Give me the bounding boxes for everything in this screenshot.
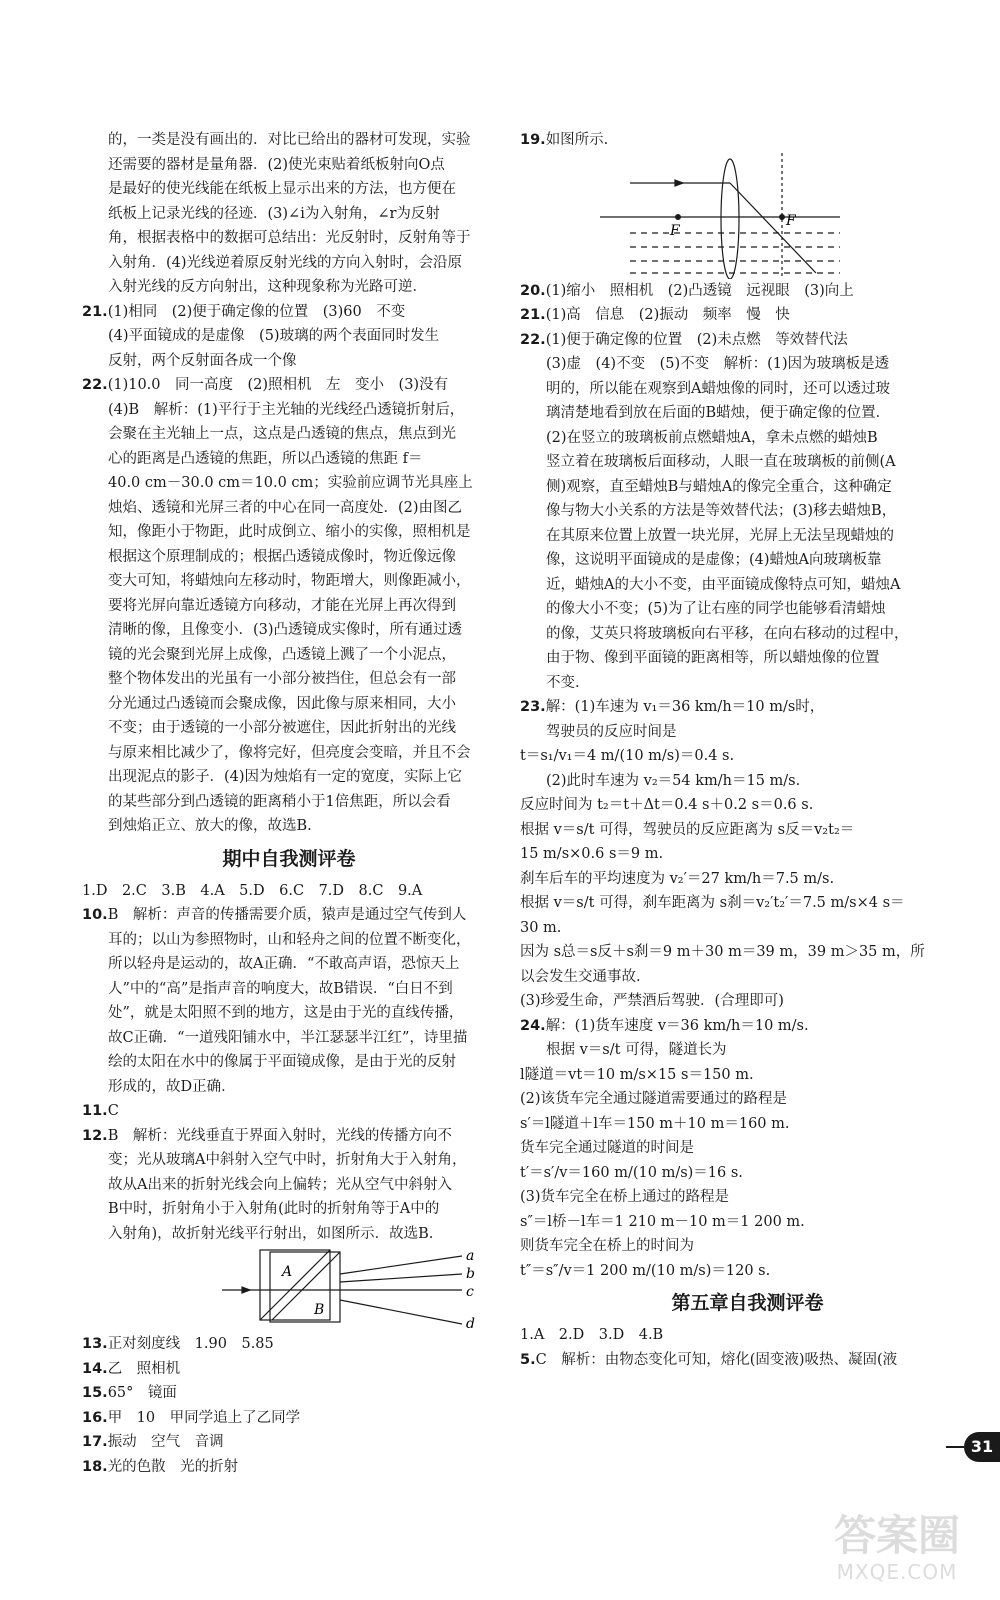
text-line: (3)货车完全在桥上通过的路程是: [520, 1189, 730, 1205]
question-14: [82, 1357, 496, 1382]
text-line: 耳的；以山为参照物时，山和轻舟之间的位置不断变化，: [108, 931, 471, 948]
question-23: [520, 695, 975, 1014]
text-line: 入射角．(4)光线逆着原反射光线的方向入射时，会沿原: [108, 254, 463, 271]
answer-text: 乙 照相机: [107, 1360, 181, 1377]
text-line: s′＝l隧道＋l车＝150 m＋10 m＝160 m.: [520, 1115, 790, 1132]
question-number: 13.: [82, 1336, 108, 1352]
text-line: 所以轻舟是运动的，故A正确．“不敢高声语，恐惊天上: [108, 956, 460, 972]
label-B: B: [314, 1302, 325, 1318]
focal-point-right: [779, 214, 785, 220]
text-line: 璃清楚地看到放在后面的B蜡烛，便于确定像的位置．: [546, 405, 891, 421]
question-10: [82, 903, 496, 1099]
answer-text: C 解析：由物态变化可知，熔化(固变液)吸热、凝固(液: [535, 1351, 898, 1368]
ray-d: [340, 1300, 462, 1324]
answer-text: B 解析：光线垂直于界面入射时，光线的传播方向不: [107, 1127, 452, 1144]
question-13: [82, 1332, 496, 1357]
focal-point-left: [675, 214, 681, 220]
text-line: 的像，艾英只将玻璃板向右平移，在向右移动的过程中，: [546, 625, 909, 642]
question-number: 21.: [82, 303, 108, 320]
text-line: 30 m.: [520, 919, 562, 936]
question-number: 12.: [82, 1127, 108, 1144]
label-c: c: [466, 1284, 474, 1300]
text-line: 心的距离是凸透镜的焦距，所以凸透镜的焦距 f＝: [108, 450, 423, 467]
question-number: 17.: [82, 1434, 108, 1450]
text-line: 处”，就是太阳照不到的地方，这是由于光的直线传播，: [108, 1005, 464, 1021]
question-number: 22.: [82, 377, 108, 393]
text-line: 15 m/s×0.6 s＝9 m.: [520, 846, 664, 862]
page-number-rule: [946, 1446, 964, 1448]
answers-1-9: 1.D 2.C 3.B 4.A 5.D 6.C 7.D 8.C 9.A: [82, 882, 423, 899]
text-line: 竖立着在玻璃板后面移动，人眼一直在玻璃板的前侧(A: [546, 454, 896, 470]
answer-text: 65° 镜面: [107, 1385, 177, 1401]
text-line: t′＝s′/v＝160 m/(10 m/s)＝16 s.: [520, 1164, 743, 1181]
text-line: 像与物大小关系的方法是等效替代法；(3)移去蜡烛B，: [546, 503, 897, 519]
section-title-chapter5: 第五章自我测评卷: [671, 1292, 824, 1314]
label-d: d: [466, 1316, 475, 1332]
question-22: [520, 328, 975, 696]
question-21: [82, 300, 496, 374]
question-12: [82, 1124, 496, 1247]
label-A: A: [282, 1264, 293, 1280]
answer-text: 解：(1)车速为 v₁＝36 km/h＝10 m/s时，: [545, 699, 825, 715]
text-line: 根据 v＝s/t 可得，刹车距离为 s刹＝v₂′t₂′＝7.5 m/s×4 s＝: [520, 895, 905, 911]
prism-figure: [82, 1246, 496, 1332]
question-number: 20.: [520, 282, 546, 299]
question-16: [82, 1406, 496, 1431]
text-line: 变大可知，将蜡烛向左移动时，物距增大，则像距减小，: [108, 573, 471, 589]
text-line: 根据 v＝s/t 可得，驾驶员的反应距离为 s反＝v₂t₂＝: [520, 821, 855, 838]
text-line: 会聚在主光轴上一点，这点是凸透镜的焦点，焦点到光: [108, 426, 456, 442]
text-line: 侧)观察，直至蜡烛B与蜡烛A的像完全重合，这种确定: [546, 478, 892, 495]
answer-text: 振动 空气 音调: [107, 1434, 224, 1450]
answers-1-4: 1.A 2.D 3.D 4.B: [520, 1327, 664, 1343]
text-line: 烛焰、透镜和光屏三者的中心在同一高度处．(2)由图乙: [108, 499, 463, 516]
text-line: (3)珍爱生命，严禁酒后驾驶．(合理即可): [520, 993, 784, 1009]
question-5: [520, 1348, 975, 1373]
text-line: 变；光从玻璃A中斜射入空气中时，折射角大于入射角，: [108, 1152, 467, 1168]
question-number: 16.: [82, 1409, 108, 1426]
text-line: 在其原来位置上放置一块光屏，光屏上无法呈现蜡烛的: [546, 527, 894, 544]
question-24: [520, 1014, 975, 1284]
answer-text: 如图所示.: [545, 132, 609, 148]
text-line: t＝s₁/v₁＝4 m/(10 m/s)＝0.4 s.: [520, 748, 735, 764]
text-line: 故从A出来的折射光线会向上偏转；光从空气中斜射入: [108, 1176, 452, 1193]
question-number: 14.: [82, 1360, 108, 1377]
answer-text: (1)便于确定像的位置 (2)未点燃 等效替代法: [545, 331, 848, 348]
answer-text: 光的色散 光的折射: [107, 1458, 239, 1475]
answer-text: 解：(1)货车速度 v＝36 km/h＝10 m/s.: [545, 1017, 809, 1034]
text-line: 反射，两个反射面各成一个像: [108, 352, 297, 369]
answer-text: (1)相同 (2)便于确定像的位置 (3)60 不变: [107, 303, 406, 320]
ray-a: [340, 1256, 462, 1274]
text-line: (2)该货车完全通过隧道需要通过的路程是: [520, 1091, 788, 1107]
question-19: [520, 128, 975, 153]
lens-figure: [520, 153, 975, 279]
left-column: [82, 128, 496, 1479]
question-17: [82, 1430, 496, 1455]
question-number: 5.: [520, 1351, 536, 1368]
text-line: 纸板上记录光线的径迹．(3)∠i为入射角，∠r为反射: [108, 205, 440, 222]
text-line: 以会发生交通事故.: [520, 968, 641, 985]
text-line: 与原来相比减少了，像将完好，但亮度会变暗，并且不会: [108, 744, 471, 761]
text-line: 反应时间为 t₂＝t＋Δt＝0.4 s＋0.2 s＝0.6 s.: [520, 797, 814, 813]
question-22: [82, 373, 496, 839]
text-line: 还需要的器材是量角器．(2)使光束贴着纸板射向O点: [108, 156, 445, 173]
text-line: 由于物、像到平面镜的距离相等，所以蜡烛像的位置: [546, 650, 880, 666]
text-line: (2)此时车速为 v₂＝54 km/h＝15 m/s.: [546, 772, 801, 789]
text-line: 货车完全通过隧道的时间是: [520, 1140, 694, 1156]
answer-text: 正对刻度线 1.90 5.85: [107, 1336, 274, 1352]
refracted-ray: [730, 183, 816, 273]
text-line: 分光通过凸透镜而会聚成像，因此像与原来相同，大小: [108, 695, 456, 712]
question-number: 15.: [82, 1385, 108, 1401]
watermark-logo-text: 答案圈: [833, 1511, 960, 1560]
text-line: 根据这个原理制成的；根据凸透镜成像时，物近像远像: [108, 548, 456, 565]
text-line: 的像大小不变；(5)为了让右座的同学也能够看清蜡烛: [546, 601, 886, 617]
text-line: 不变.: [546, 674, 580, 691]
watermark: [802, 1512, 992, 1592]
question-number: 21.: [520, 307, 546, 323]
text-line: 清晰的像，且像变小．(3)凸透镜成实像时，所有通过透: [108, 622, 463, 638]
text-line: 40.0 cm－30.0 cm＝10.0 cm；实验前应调节光具座上: [108, 475, 473, 491]
answer-text: C: [107, 1103, 119, 1119]
text-line: 角，根据表格中的数据可总结出：光反射时，反射角等于: [108, 230, 471, 246]
text-line: 入射角)，故折射光线平行射出，如图所示．故选B.: [108, 1225, 434, 1242]
text-line: 不变；由于透镜的一小部分被遮住，因此折射出的光线: [108, 720, 456, 736]
answer-text: (1)缩小 照相机 (2)凸透镜 远视眼 (3)向上: [545, 282, 854, 299]
label-b: b: [466, 1266, 475, 1282]
text-line: 整个物体发出的光虽有一小部分被挡住，但总会有一部: [108, 671, 456, 687]
question-21: [520, 303, 975, 328]
text-line: 明的，所以能在观察到A蜡烛像的同时，还可以透过玻: [546, 380, 890, 397]
text-line: 要将光屏向靠近透镜方向移动，才能在光屏上再次得到: [108, 597, 456, 614]
question-number: 22.: [520, 331, 546, 348]
section-title-midterm: 期中自我测评卷: [222, 847, 356, 870]
text-line: 刹车后车的平均速度为 v₂′＝27 km/h＝7.5 m/s.: [520, 870, 835, 887]
text-line: 是最好的使光线能在纸板上显示出来的方法，也方便在: [108, 181, 456, 197]
text-line: 的，一类是没有画出的．对比已给出的器材可发现，实验: [108, 132, 471, 148]
text-line: (4)平面镜成的是虚像 (5)玻璃的两个表面同时发生: [108, 328, 440, 344]
answer-text: 甲 10 甲同学追上了乙同学: [107, 1409, 301, 1426]
watermark-url: MXQE.COM: [836, 1560, 958, 1584]
right-column: [520, 128, 975, 1372]
label-F-left: F: [670, 222, 680, 239]
question-number: 19.: [520, 132, 546, 148]
answer-text: (1)10.0 同一高度 (2)照相机 左 变小 (3)没有: [107, 377, 449, 393]
text-line: t″＝s″/v＝1 200 m/(10 m/s)＝120 s.: [520, 1262, 771, 1279]
question-number: 10.: [82, 907, 108, 923]
text-line: 知，像距小于物距，此时成倒立、缩小的实像，照相机是: [108, 524, 471, 540]
answer-text: (1)高 信息 (2)振动 频率 慢 快: [545, 307, 790, 323]
page-number: 31: [964, 1432, 1000, 1462]
text-line: 驾驶员的反应时间是: [546, 723, 677, 740]
question-number: 24.: [520, 1017, 546, 1034]
text-line: B中时，折射角小于入射角(此时的折射角等于A中的: [108, 1201, 440, 1217]
ray-b: [340, 1274, 462, 1282]
text-line: 绘的太阳在水中的像属于平面镜成像，是由于光的反射: [108, 1054, 456, 1070]
question-11: [82, 1099, 496, 1124]
question-18: [82, 1455, 496, 1480]
text-line: 镜的光会聚到光屏上成像，凸透镜上溅了一个小泥点，: [108, 646, 456, 663]
text-line: 因为 s总＝s反＋s刹＝9 m＋30 m＝39 m，39 m＞35 m，所: [520, 944, 925, 960]
text-line: 故C正确．“一道残阳铺水中，半江瑟瑟半江红”，诗里描: [108, 1029, 468, 1046]
text-line: (2)在竖立的玻璃板前点燃蜡烛A，拿未点燃的蜡烛B: [546, 429, 878, 446]
text-line: 到烛焰正立、放大的像，故选B.: [108, 818, 312, 834]
text-line: l隧道＝vt＝10 m/s×15 s＝150 m.: [520, 1066, 754, 1083]
text-line: 则货车完全在桥上的时间为: [520, 1238, 694, 1254]
text-line: 像，这说明平面镜成的是虚像；(4)蜡烛A向玻璃板靠: [546, 552, 882, 568]
label-F-right: F: [786, 212, 796, 229]
text-line: 入射光线的反方向射出，这种现象称为光路可逆．: [108, 279, 427, 295]
label-a: a: [466, 1248, 475, 1264]
question-number: 18.: [82, 1458, 108, 1475]
text-line: 人”中的“高”是指声音的响度大，故B错误．“白日不到: [108, 980, 453, 997]
q20-continuation: [82, 128, 496, 300]
answer-text: B 解析：声音的传播需要介质，猿声是通过空气传到人: [107, 907, 467, 923]
question-20: [520, 279, 975, 304]
text-line: 近，蜡烛A的大小不变，由平面镜成像特点可知，蜡烛A: [546, 576, 901, 593]
text-line: 根据 v＝s/t 可得，隧道长为: [546, 1042, 727, 1058]
text-line: 的某些部分到凸透镜的距离稍小于1倍焦距，所以会看: [108, 793, 451, 810]
text-line: 出现泥点的影子．(4)因为烛焰有一定的宽度，实际上它: [108, 769, 463, 785]
text-line: (3)虚 (4)不变 (5)不变 解析：(1)因为玻璃板是透: [546, 356, 890, 372]
text-line: s″＝l桥－l车＝1 210 m－10 m＝1 200 m.: [520, 1213, 805, 1230]
question-number: 23.: [520, 699, 546, 715]
text-line: (4)B 解析：(1)平行于主光轴的光线经凸透镜折射后，: [108, 401, 465, 418]
text-line: 形成的，故D正确．: [108, 1078, 236, 1095]
question-15: [82, 1381, 496, 1406]
question-number: 11.: [82, 1103, 108, 1119]
